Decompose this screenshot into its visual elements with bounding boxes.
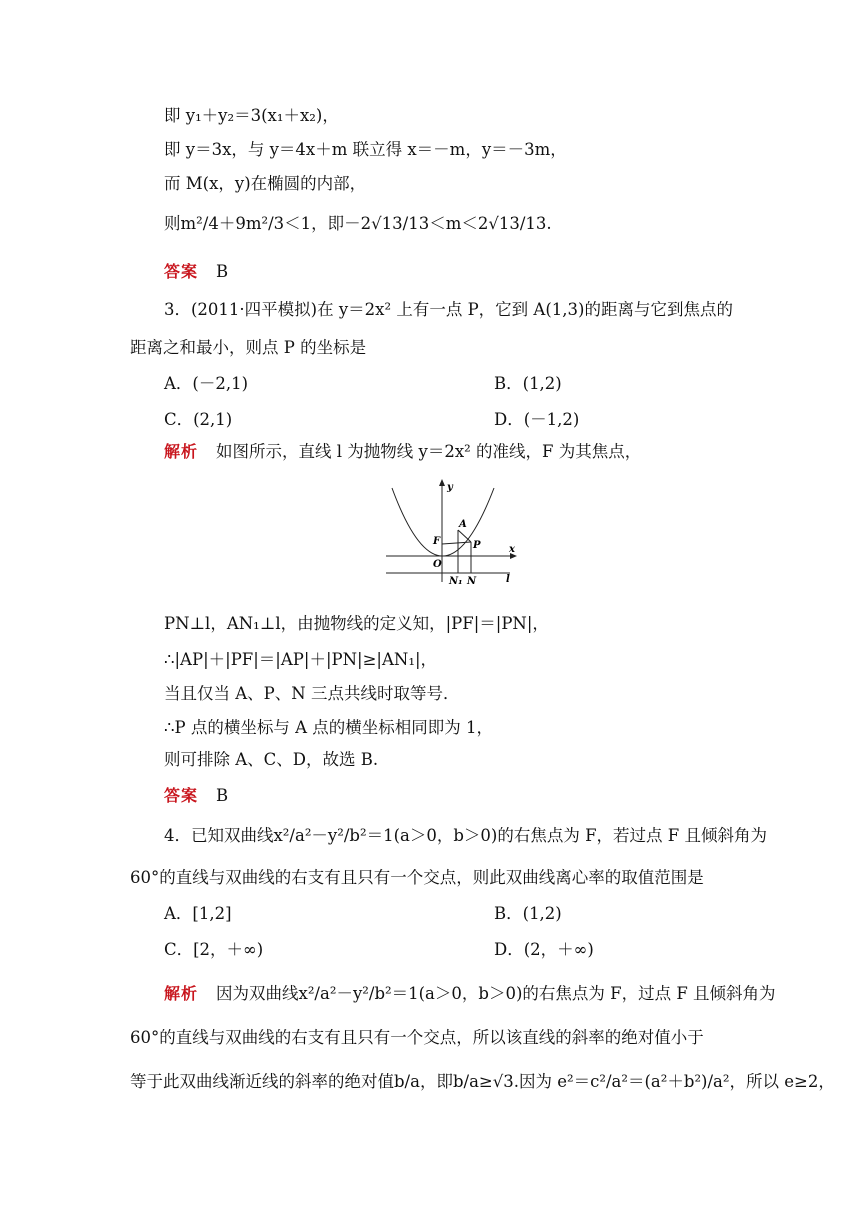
solution-4-line-2: 60°的直线与双曲线的右支有且只有一个交点，所以该直线的斜率的绝对值小于: [130, 1028, 704, 1047]
solution-3-line-6: 则可排除 A、C、D，故选 B.: [164, 750, 379, 769]
solution-label: 解析: [164, 442, 199, 461]
solution-3-line-4: 当且仅当 A、P、N 三点共线时取等号．: [164, 684, 460, 703]
question-3-option-c: C．(2,1): [164, 410, 233, 429]
label-y: y: [447, 482, 453, 493]
question-4-line-2: 60°的直线与双曲线的右支有且只有一个交点，则此双曲线离心率的取值范围是: [130, 868, 704, 887]
answer-value: B: [216, 786, 229, 805]
question-4-line-1: 4．已知双曲线x²/a²－y²/b²＝1(a＞0，b＞0)的右焦点为 F，若过点 F 且倾斜角为: [164, 826, 767, 845]
text-line-3: 而 M(x，y)在椭圆的内部，: [164, 174, 367, 193]
label-a: A: [459, 519, 467, 530]
label-x: x: [509, 544, 515, 555]
question-4-option-b: B．(1,2): [494, 904, 562, 923]
solution-3-line-2: PN⊥l，AN₁⊥l，由抛物线的定义知，|PF|＝|PN|，: [164, 614, 549, 633]
text-line-2: 即 y＝3x，与 y＝4x＋m 联立得 x＝－m，y＝－3m，: [164, 140, 567, 159]
answer-3: [164, 784, 228, 808]
text-line-1: 即 y₁＋y₂＝3(x₁＋x₂)，: [164, 106, 339, 125]
question-3-option-d: D．(－1,2): [494, 410, 580, 429]
answer-label: 答案: [164, 262, 199, 281]
line-a-p: [458, 530, 471, 542]
label-o: O: [433, 559, 442, 570]
text-line-4: 则m²/4＋9m²/3＜1，即－2√13/13＜m＜2√13/13.: [164, 214, 552, 233]
solution-3-text: 如图所示，直线 l 为抛物线 y＝2x² 的准线，F 为其焦点，: [216, 442, 642, 461]
line-f-p: [442, 542, 471, 544]
label-f: F: [433, 536, 441, 547]
solution-3-line-1: [164, 440, 641, 464]
label-n1: N₁: [449, 576, 463, 587]
question-4-option-d: D．(2，＋∞): [494, 940, 594, 959]
answer-value: B: [216, 262, 229, 281]
question-3-line-1: 3．(2011·四平模拟)在 y＝2x² 上有一点 P，它到 A(1,3)的距离与它到焦点的: [164, 300, 733, 319]
question-3-option-b: B．(1,2): [494, 374, 562, 393]
question-3-line-2: 距离之和最小，则点 P 的坐标是: [130, 338, 367, 357]
solution-4-text: 因为双曲线x²/a²－y²/b²＝1(a＞0，b＞0)的右焦点为 F，过点 F 且倾斜角为: [216, 984, 776, 1003]
y-axis-arrow: [439, 479, 445, 486]
answer-label: 答案: [164, 786, 199, 805]
question-3-option-a: A．(－2,1): [164, 374, 249, 393]
solution-4-line-1: [164, 982, 776, 1006]
question-4-option-c: C．[2，＋∞): [164, 940, 264, 959]
label-l: l: [506, 574, 510, 585]
solution-3-line-5: ∴P 点的横坐标与 A 点的横坐标相同即为 1，: [164, 718, 493, 737]
question-4-option-a: A．[1,2]: [164, 904, 232, 923]
solution-3-line-3: ∴|AP|＋|PF|＝|AP|＋|PN|≥|AN₁|，: [164, 650, 438, 669]
solution-4-line-3: 等于此双曲线渐近线的斜率的绝对值b/a，即b/a≥√3.因为 e²＝c²/a²＝(a²＋b²)/a²，所以 e≥2，: [130, 1072, 835, 1091]
answer-1: [164, 260, 228, 284]
solution-label: 解析: [164, 984, 199, 1003]
parabola-figure: [382, 478, 520, 588]
label-n: N: [467, 576, 477, 587]
label-p: P: [473, 540, 481, 551]
